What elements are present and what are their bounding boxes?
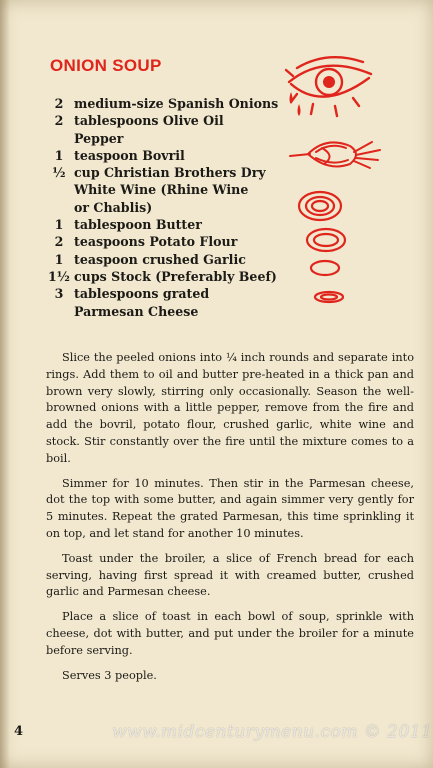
ingredient-text: cups Stock (Preferably Beef) <box>74 268 277 284</box>
ingredient-qty: 1½ <box>48 268 70 284</box>
page-spine-shadow <box>0 0 10 768</box>
ingredient-text: medium-size Spanish Onions <box>74 96 279 111</box>
onion-ring-small-icon <box>308 258 342 278</box>
ingredient-item <box>44 285 304 320</box>
ingredient-text: teaspoon crushed Garlic <box>74 251 246 267</box>
onion-ring-large-icon <box>296 188 344 224</box>
recipe-title: ONION SOUP <box>50 56 162 75</box>
ingredient-text: tablespoons Olive Oil Pepper <box>74 113 224 146</box>
instruction-paragraph: Simmer for 10 minutes. Then stir in the Parmesan cheese, dot the top with some butter, and again simmer very gently for 5 minutes. Repeat the grated Parmesan, this time sprinkling it on top, and let stand for another 10 minutes. <box>46 476 414 540</box>
onion-icon <box>288 134 384 174</box>
ingredient-item <box>44 251 304 268</box>
ingredient-text: teaspoon Bovril <box>74 147 185 163</box>
ingredient-list <box>44 95 304 320</box>
page-number: 4 <box>14 724 24 739</box>
ingredient-qty: 1 <box>54 251 64 267</box>
crying-eye-icon <box>283 52 379 122</box>
servings-text: Serves 3 people. <box>62 668 157 682</box>
ingredient-item <box>44 216 304 233</box>
ingredient-qty: ½ <box>52 165 66 181</box>
instruction-paragraph: Slice the peeled onions into ¼ inch rounds and separate into rings. Add them to oil and butter pre-heated in a thick pan and brown very slowly, stirring only occasionally. Season the well-browned onions with a little pepper, remove from the fire and add the bovril, potato flour, crushed garlic, white wine and stock. Stir constantly over the fire until the mixture comes to a boil. <box>46 351 414 465</box>
instruction-paragraph: Place a slice of toast in each bowl of soup, sprinkle with cheese, dot with butter, and put under the broiler for a minute before serving. <box>46 610 414 657</box>
ingredient-item <box>44 112 304 147</box>
ingredient-text: tablespoons grated Parmesan Cheese <box>74 286 210 319</box>
ingredient-qty: 1 <box>54 147 64 163</box>
onion-ring-tiny-icon <box>312 289 346 305</box>
recipe-instructions <box>46 350 414 692</box>
onion-ring-medium-icon <box>304 225 348 255</box>
ingredient-qty: 2 <box>54 234 64 250</box>
ingredient-text: cup Christian Brothers Dry White Wine (Rhine Wine or Chablis) <box>74 165 266 215</box>
watermark: www.midcenturymenu.com © 2011 <box>112 722 433 742</box>
ingredient-item <box>44 268 304 285</box>
ingredient-item <box>44 147 304 164</box>
ingredient-qty: 3 <box>54 286 64 302</box>
ingredient-item <box>44 164 304 216</box>
ingredient-qty: 1 <box>54 217 64 233</box>
ingredient-qty: 2 <box>54 96 64 111</box>
ingredient-text: tablespoon Butter <box>74 217 202 233</box>
ingredient-text: teaspoons Potato Flour <box>74 234 238 250</box>
ingredient-item <box>44 233 304 250</box>
instruction-paragraph: Toast under the broiler, a slice of French bread for each serving, having first spread it with creamed butter, crushed garlic and Parmesan cheese. <box>46 551 414 599</box>
ingredient-qty: 2 <box>54 113 64 129</box>
ingredient-item <box>44 95 304 112</box>
